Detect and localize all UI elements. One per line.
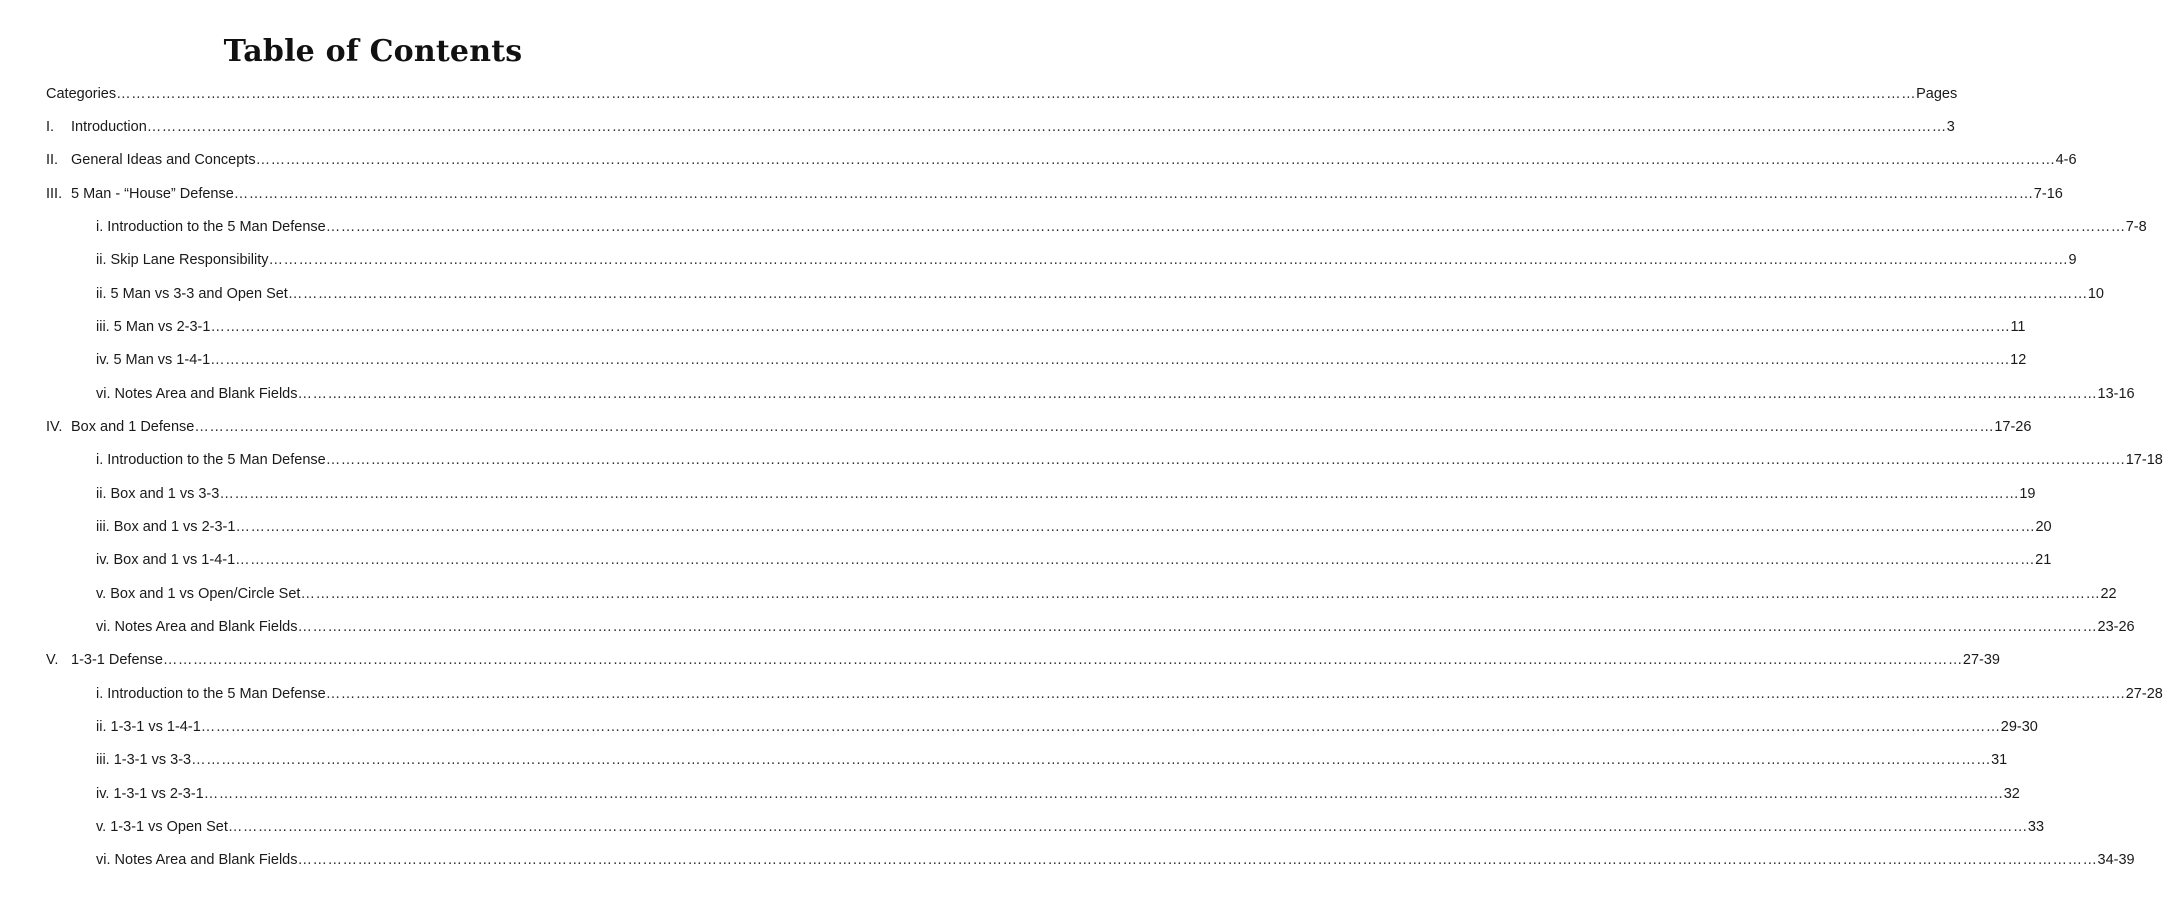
toc-entry-label: i. Introduction to the 5 Man Defense bbox=[96, 219, 326, 235]
toc-entry-label: Introduction bbox=[71, 119, 147, 135]
dot-leader: ……………………………………………………………………………………………………………………………………………………………………………………………………………………………………………………………………………………………………………………………… bbox=[255, 152, 2056, 168]
toc-entry-sub bbox=[96, 517, 2052, 537]
dot-leader: ……………………………………………………………………………………………………………………………………………………………………………………………………………………………………………………………………………………………………………………………… bbox=[233, 186, 2034, 202]
toc-entry-pages: 10 bbox=[2087, 286, 2104, 302]
toc-entry-sub bbox=[96, 250, 2077, 270]
toc-header-pages: Pages bbox=[1916, 86, 1958, 102]
page-title: Table of Contents bbox=[223, 34, 523, 69]
toc-entry-sub bbox=[96, 317, 2026, 337]
dot-leader: ……………………………………………………………………………………………………………………………………………………………………………………………………………………………………………………………………………………………………………………………… bbox=[116, 86, 1917, 102]
dot-leader: ……………………………………………………………………………………………………………………………………………………………………………………………………………………………………………………………………………………………………………………………… bbox=[227, 819, 2028, 835]
toc-entry-number: I. bbox=[46, 119, 55, 135]
toc-entry-pages: 7-8 bbox=[2125, 219, 2147, 235]
toc-entry-sub bbox=[96, 584, 2117, 604]
dot-leader: ……………………………………………………………………………………………………………………………………………………………………………………………………………………………………………………………………………………………………………………………… bbox=[287, 286, 2088, 302]
toc-entry-pages: 19 bbox=[2019, 486, 2036, 502]
toc-entry-sub bbox=[96, 817, 2045, 837]
dot-leader: ……………………………………………………………………………………………………………………………………………………………………………………………………………………………………………………………………………………………………………………………… bbox=[297, 386, 2098, 402]
toc-entry-number: II. bbox=[46, 152, 59, 168]
toc-header-row bbox=[46, 84, 1958, 104]
toc-entry-pages: 22 bbox=[2100, 586, 2117, 602]
toc-entry-pages: 17-26 bbox=[1994, 419, 2032, 435]
toc-entry-pages: 20 bbox=[2035, 519, 2052, 535]
toc-entry-label: vi. Notes Area and Blank Fields bbox=[96, 386, 298, 402]
toc-entry-sub bbox=[96, 284, 2104, 304]
toc-entry-number: V. bbox=[46, 652, 59, 668]
toc-entry-sub bbox=[96, 684, 2163, 704]
dot-leader: ……………………………………………………………………………………………………………………………………………………………………………………………………………………………………………………………………………………………………………………………… bbox=[210, 319, 2011, 335]
toc-entry-pages: 13-16 bbox=[2097, 386, 2135, 402]
toc-entry-sub bbox=[96, 784, 2020, 804]
toc-entry-main bbox=[46, 150, 2077, 170]
toc-entry-label: 1-3-1 Defense bbox=[71, 652, 163, 668]
toc-entry-main bbox=[46, 417, 2032, 437]
toc-entry-label: iii. 1-3-1 vs 3-3 bbox=[96, 752, 192, 768]
dot-leader: ……………………………………………………………………………………………………………………………………………………………………………………………………………………………………………………………………………………………………………………………… bbox=[219, 486, 2020, 502]
toc-entry-sub bbox=[96, 350, 2027, 370]
toc-entry-pages: 33 bbox=[2027, 819, 2045, 835]
toc-entry-pages: 27-28 bbox=[2125, 686, 2163, 702]
toc-entry-sub bbox=[96, 450, 2163, 470]
toc-entry-label: 5 Man - “House” Defense bbox=[71, 186, 234, 202]
toc-entry-main bbox=[46, 117, 1955, 137]
toc-entry-label: i. Introduction to the 5 Man Defense bbox=[96, 686, 326, 702]
toc-entry-label: ii. Box and 1 vs 3-3 bbox=[96, 486, 220, 502]
toc-entry-label: ii. 1-3-1 vs 1-4-1 bbox=[96, 719, 201, 735]
toc-entry-pages: 27-39 bbox=[1962, 652, 2000, 668]
dot-leader: ……………………………………………………………………………………………………………………………………………………………………………………………………………………………………………………………………………………………………………………………… bbox=[146, 119, 1947, 135]
dot-leader: ……………………………………………………………………………………………………………………………………………………………………………………………………………………………………………………………………………………………………………………………… bbox=[200, 719, 2001, 735]
toc-entry-sub bbox=[96, 384, 2135, 404]
toc-entry-label: vi. Notes Area and Blank Fields bbox=[96, 852, 298, 868]
toc-entry-sub bbox=[96, 850, 2135, 870]
dot-leader: ……………………………………………………………………………………………………………………………………………………………………………………………………………………………………………………………………………………………………………………………… bbox=[268, 252, 2069, 268]
toc-entry-pages: 9 bbox=[2068, 252, 2077, 268]
toc-entry-pages: 11 bbox=[2010, 319, 2026, 335]
toc-entry-label: i. Introduction to the 5 Man Defense bbox=[96, 452, 326, 468]
dot-leader: ……………………………………………………………………………………………………………………………………………………………………………………………………………………………………………………………………………………………………………………………… bbox=[325, 452, 2126, 468]
toc-entry-label: iii. Box and 1 vs 2-3-1 bbox=[96, 519, 236, 535]
toc-entry-sub bbox=[96, 717, 2038, 737]
toc-entry-number: III. bbox=[46, 186, 63, 202]
toc-entry-label: ii. Skip Lane Responsibility bbox=[96, 252, 269, 268]
toc-entry-pages: 4-6 bbox=[2055, 152, 2077, 168]
dot-leader: ……………………………………………………………………………………………………………………………………………………………………………………………………………………………………………………………………………………………………………………………… bbox=[300, 586, 2101, 602]
toc-entry-pages: 17-18 bbox=[2125, 452, 2163, 468]
toc-entry-pages: 34-39 bbox=[2097, 852, 2135, 868]
toc-entry-sub bbox=[96, 217, 2147, 237]
dot-leader: ……………………………………………………………………………………………………………………………………………………………………………………………………………………………………………………………………………………………………………………………… bbox=[297, 852, 2098, 868]
dot-leader: ……………………………………………………………………………………………………………………………………………………………………………………………………………………………………………………………………………………………………………………………… bbox=[191, 752, 1992, 768]
dot-leader: ……………………………………………………………………………………………………………………………………………………………………………………………………………………………………………………………………………………………………………………………… bbox=[297, 619, 2098, 635]
toc-entry-label: iv. 1-3-1 vs 2-3-1 bbox=[96, 786, 204, 802]
toc-entry-label: iv. 5 Man vs 1-4-1 bbox=[96, 352, 211, 368]
dot-leader: ……………………………………………………………………………………………………………………………………………………………………………………………………………………………………………………………………………………………………………………………… bbox=[162, 652, 1963, 668]
toc-entry-pages: 7-16 bbox=[2033, 186, 2063, 202]
toc-entry-label: ii. 5 Man vs 3-3 and Open Set bbox=[96, 286, 288, 302]
toc-entry-label: v. Box and 1 vs Open/Circle Set bbox=[96, 586, 301, 602]
toc-entry-main bbox=[46, 650, 2000, 670]
toc-entry-pages: 21 bbox=[2035, 552, 2052, 568]
toc-entry-sub bbox=[96, 484, 2036, 504]
toc-entry-label: iv. Box and 1 vs 1-4-1 bbox=[96, 552, 236, 568]
dot-leader: ……………………………………………………………………………………………………………………………………………………………………………………………………………………………………………………………………………………………………………………………… bbox=[235, 552, 2036, 568]
toc-entry-pages: 23-26 bbox=[2097, 619, 2135, 635]
toc-entry-sub bbox=[96, 617, 2135, 637]
toc-entry-main bbox=[46, 184, 2063, 204]
toc-header-label: Categories bbox=[46, 86, 117, 102]
toc-entry-pages: 29-30 bbox=[2000, 719, 2038, 735]
toc-entry-label: Box and 1 Defense bbox=[71, 419, 195, 435]
toc-entry-pages: 3 bbox=[1946, 119, 1955, 135]
toc-entry-pages: 32 bbox=[2003, 786, 2020, 802]
dot-leader: ……………………………………………………………………………………………………………………………………………………………………………………………………………………………………………………………………………………………………………………………… bbox=[235, 519, 2036, 535]
dot-leader: ……………………………………………………………………………………………………………………………………………………………………………………………………………………………………………………………………………………………………………………………… bbox=[194, 419, 1995, 435]
dot-leader: ……………………………………………………………………………………………………………………………………………………………………………………………………………………………………………………………………………………………………………………………… bbox=[203, 786, 2004, 802]
toc-entry-label: General Ideas and Concepts bbox=[71, 152, 256, 168]
toc-entry-number: IV. bbox=[46, 419, 63, 435]
toc-entry-pages: 31 bbox=[1991, 752, 2008, 768]
dot-leader: ……………………………………………………………………………………………………………………………………………………………………………………………………………………………………………………………………………………………………………………………… bbox=[325, 219, 2126, 235]
dot-leader: ……………………………………………………………………………………………………………………………………………………………………………………………………………………………………………………………………………………………………………………………… bbox=[325, 686, 2126, 702]
toc-entry-label: vi. Notes Area and Blank Fields bbox=[96, 619, 298, 635]
toc-entry-pages: 12 bbox=[2010, 352, 2027, 368]
toc-entry-sub bbox=[96, 550, 2052, 570]
toc-entry-sub bbox=[96, 750, 2008, 770]
dot-leader: ……………………………………………………………………………………………………………………………………………………………………………………………………………………………………………………………………………………………………………………………… bbox=[210, 352, 2011, 368]
toc-entry-label: v. 1-3-1 vs Open Set bbox=[96, 819, 228, 835]
toc-entry-label: iii. 5 Man vs 2-3-1 bbox=[96, 319, 211, 335]
